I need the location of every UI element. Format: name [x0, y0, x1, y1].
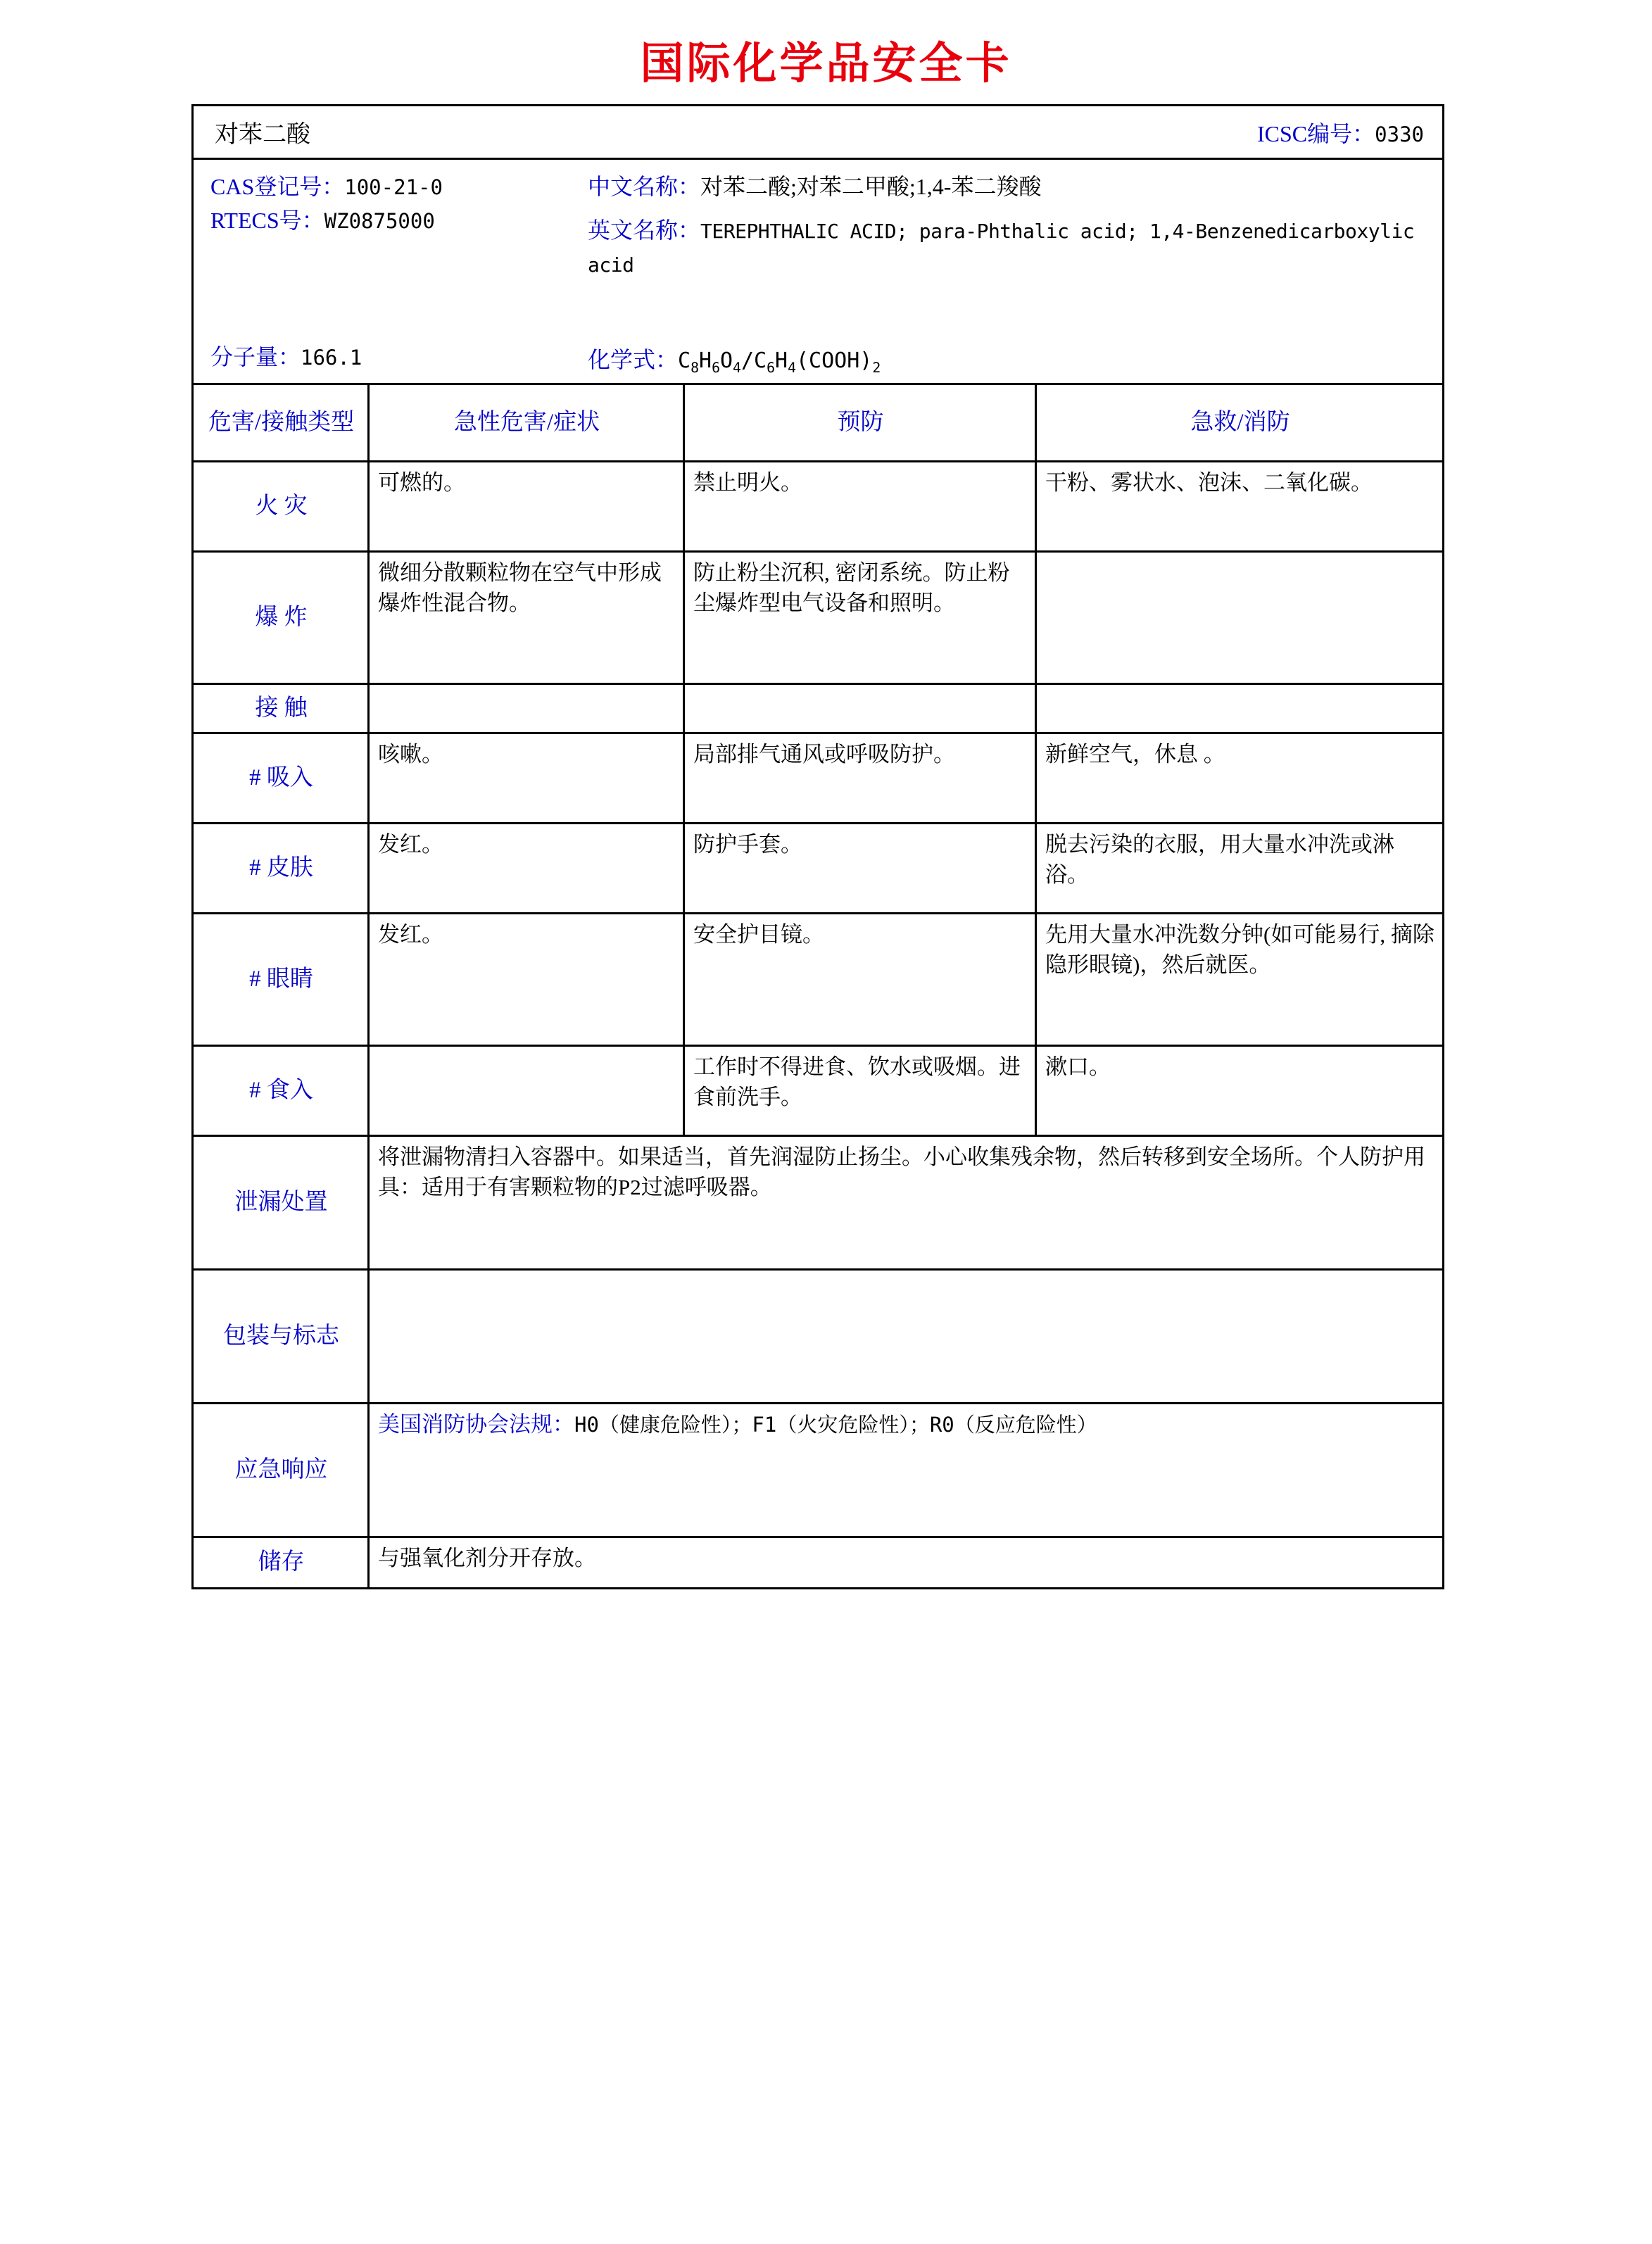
section-row	[194, 1538, 1442, 1587]
column-header-symptoms: 急性危害/症状	[370, 385, 685, 460]
eyes-firstaid: 先用大量水冲洗数分钟(如可能易行, 摘除隐形眼镜)，然后就医。	[1045, 922, 1435, 977]
page-title: 国际化学品安全卡	[640, 37, 1012, 89]
section-row	[194, 1404, 1442, 1538]
icsc-label: ICSC编号：	[1257, 120, 1375, 146]
skin-prevention: 防护手套。	[685, 824, 1037, 912]
formula-value: $C_8H_6O_4/C_6H_4(COOH)_2$	[678, 348, 881, 376]
names-block	[588, 170, 1428, 281]
registry-numbers	[210, 170, 548, 237]
substance-name: 对苯二酸	[215, 122, 310, 148]
section-row	[194, 1271, 1442, 1404]
fire-symptoms: 可燃的。	[370, 462, 685, 550]
formula-row	[588, 342, 881, 376]
inhalation-symptoms: 咳嗽。	[370, 734, 685, 822]
row-label-fire: 火 灾	[194, 462, 370, 550]
exposure-symptoms	[370, 685, 685, 732]
storage-text: 与强氧化剂分开存放。	[378, 1546, 596, 1570]
column-header-prevention: 预防	[685, 385, 1037, 460]
row-label-ingestion: # 食入	[194, 1047, 370, 1135]
fire-firstaid: 干粉、雾状水、泡沫、二氧化碳。	[1045, 470, 1373, 495]
skin-symptoms: 发红。	[370, 824, 685, 912]
identification-block	[194, 160, 1442, 385]
english-name-row	[588, 213, 1428, 281]
row-label-eyes: # 眼睛	[194, 914, 370, 1045]
inhalation-firstaid: 新鲜空气，休息 。	[1045, 742, 1225, 767]
emergency-text	[370, 1404, 1442, 1536]
chinese-name-value: 对苯二酸;对苯二甲酸;1,4-苯二羧酸	[700, 174, 1042, 199]
row-label-emergency: 应急响应	[194, 1404, 370, 1536]
table-row	[194, 462, 1442, 553]
chinese-name-label: 中文名称：	[588, 174, 701, 199]
nfpa-label: 美国消防协会法规：	[378, 1412, 574, 1437]
row-label-explosion: 爆 炸	[194, 553, 370, 683]
column-header-firstaid: 急救/消防	[1190, 410, 1290, 436]
packaging-text	[370, 1271, 1442, 1402]
fire-prevention: 禁止明火。	[685, 462, 1037, 550]
molecular-weight-label: 分子量：	[210, 344, 301, 370]
rtecs-label: RTECS号：	[210, 208, 324, 233]
row-label-exposure: 接 触	[194, 685, 370, 732]
skin-firstaid: 脱去污染的衣服，用大量水冲洗或淋浴。	[1045, 832, 1394, 887]
table-row	[194, 914, 1442, 1047]
inhalation-prevention: 局部排气通风或呼吸防护。	[685, 734, 1037, 822]
table-row	[194, 734, 1442, 824]
row-label-spillage: 泄漏处置	[194, 1137, 370, 1268]
cas-value: 100-21-0	[344, 175, 443, 199]
exposure-firstaid	[1037, 685, 1442, 732]
section-row	[194, 1137, 1442, 1271]
table-header-row	[194, 385, 1442, 462]
explosion-firstaid	[1037, 553, 1442, 683]
table-row	[194, 553, 1442, 685]
icsc-card	[191, 104, 1444, 1589]
card-header	[194, 106, 1442, 160]
spillage-text: 将泄漏物清扫入容器中。如果适当，首先润湿防止扬尘。小心收集残余物，然后转移到安全场所。个人防护用具：适用于有害颗粒物的P2过滤呼吸器。	[378, 1145, 1425, 1199]
rtecs-row	[210, 203, 548, 237]
exposure-prevention	[685, 685, 1037, 732]
table-row	[194, 1047, 1442, 1137]
formula-label: 化学式：	[588, 347, 679, 372]
cas-row	[210, 170, 548, 203]
english-name-value: TEREPHTHALIC ACID; para-Phthalic acid; 1,4-Benzenedicarboxylic acid	[588, 220, 1415, 277]
english-name-label: 英文名称：	[588, 218, 701, 243]
table-row	[194, 685, 1442, 734]
row-label-packaging: 包装与标志	[194, 1271, 370, 1402]
eyes-prevention: 安全护目镜。	[685, 914, 1037, 1045]
chinese-name-row	[588, 170, 1428, 203]
eyes-symptoms: 发红。	[370, 914, 685, 1045]
ingestion-firstaid: 漱口。	[1045, 1054, 1111, 1079]
molecular-weight-row	[210, 339, 362, 372]
ingestion-symptoms	[370, 1047, 685, 1135]
rtecs-value: WZ0875000	[324, 209, 435, 233]
cas-label: CAS登记号：	[210, 174, 345, 199]
molecular-weight-value: 166.1	[301, 346, 362, 370]
row-label-skin: # 皮肤	[194, 824, 370, 912]
row-label-storage: 储存	[194, 1538, 370, 1587]
icsc-number: 0330	[1375, 122, 1424, 146]
row-label-inhalation: # 吸入	[194, 734, 370, 822]
icsc-number-block	[1257, 116, 1442, 149]
explosion-symptoms: 微细分散颗粒物在空气中形成爆炸性混合物。	[370, 553, 685, 683]
table-row	[194, 824, 1442, 914]
column-header-hazard-type: 危害/接触类型	[194, 385, 370, 460]
nfpa-codes: H0（健康危险性）；F1（火灾危险性）；R0（反应危险性）	[574, 1413, 1097, 1437]
explosion-prevention: 防止粉尘沉积, 密闭系统。防止粉尘爆炸型电气设备和照明。	[685, 553, 1037, 683]
ingestion-prevention: 工作时不得进食、饮水或吸烟。进食前洗手。	[685, 1047, 1037, 1135]
